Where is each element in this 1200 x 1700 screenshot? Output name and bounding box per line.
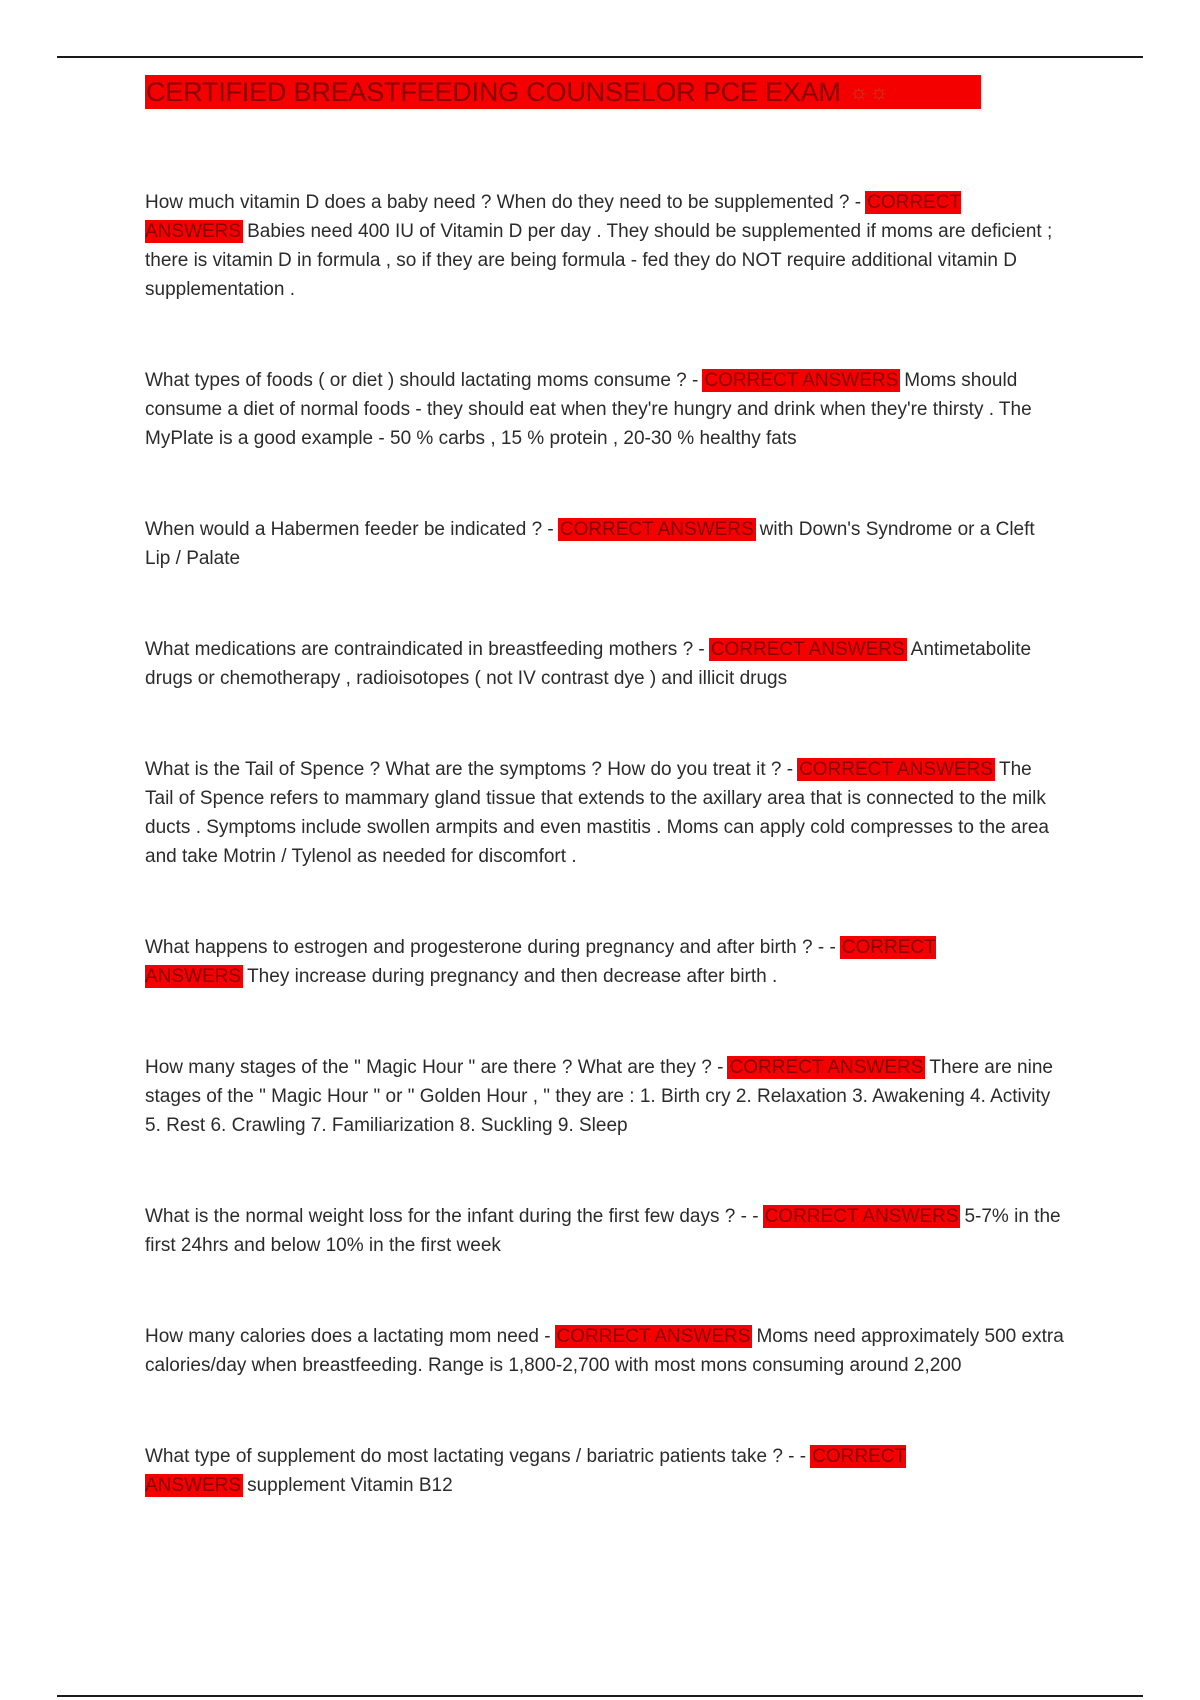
answer-text: 5-7% in the first 24hrs and below 10% in the first week	[145, 1206, 1061, 1256]
qa-item	[145, 1053, 1065, 1140]
answer-text: supplement Vitamin B12	[247, 1475, 453, 1496]
qa-item	[145, 1322, 1065, 1380]
correct-answers-tag: CORRECT ANSWERS	[145, 192, 962, 242]
question-text: When would a Habermen feeder be indicated ? -	[145, 519, 554, 540]
correct-answers-tag: CORRECT ANSWERS	[145, 1446, 907, 1496]
answer-text: There are nine stages of the " Magic Hour " or " Golden Hour , " they are : 1. Birth cry 2. Relaxation 3. Awakening 4. Activity 5. Rest 6. Crawling 7. Familiarization 8. Suckling 9. Sleep	[145, 1057, 1053, 1136]
question-text: What is the Tail of Spence ? What are the symptoms ? How do you treat it ? -	[145, 759, 794, 780]
title-banner	[145, 75, 981, 109]
correct-answers-tag: CORRECT ANSWERS	[556, 1326, 751, 1347]
question-text: What happens to estrogen and progesterone during pregnancy and after birth ? - -	[145, 937, 836, 958]
answer-text: Babies need 400 IU of Vitamin D per day . They should be supplemented if moms are deficient ; there is vitamin D in formula , so if they are being formula - fed they do NOT require additional vitamin D supplementation .	[145, 221, 1053, 300]
document-title: CERTIFIED BREASTFEEDING COUNSELOR PCE EXAM	[146, 77, 841, 107]
question-text: How many calories does a lactating mom need -	[145, 1326, 551, 1347]
bottom-rule	[57, 1695, 1143, 1697]
sun-icon: ☼☼	[848, 79, 890, 104]
qa-list	[145, 188, 1065, 1500]
correct-answers-tag: CORRECT ANSWERS	[559, 519, 754, 540]
top-rule	[57, 56, 1143, 58]
question-text: What types of foods ( or diet ) should lactating moms consume ? -	[145, 370, 699, 391]
correct-answers-tag: CORRECT ANSWERS	[704, 370, 899, 391]
answer-text: They increase during pregnancy and then decrease after birth .	[247, 966, 778, 987]
answer-text: The Tail of Spence refers to mammary gland tissue that extends to the axillary area that is connected to the milk ducts . Symptoms include swollen armpits and even mastitis . Moms can apply cold compresses to the area and take Motrin / Tylenol as needed for discomfort .	[145, 759, 1049, 867]
answer-text: Antimetabolite drugs or chemotherapy , radioisotopes ( not IV contrast dye ) and illicit drugs	[145, 639, 1032, 689]
correct-answers-tag: CORRECT ANSWERS	[145, 937, 936, 987]
qa-item	[145, 933, 1065, 991]
qa-item	[145, 755, 1065, 871]
correct-answers-tag: CORRECT ANSWERS	[764, 1206, 959, 1227]
correct-answers-tag: CORRECT ANSWERS	[710, 639, 905, 660]
question-text: How much vitamin D does a baby need ? When do they need to be supplemented ? -	[145, 192, 862, 213]
qa-item	[145, 635, 1065, 693]
qa-item	[145, 1202, 1065, 1260]
question-text: How many stages of the " Magic Hour " are there ? What are they ? -	[145, 1057, 724, 1078]
answer-text: Moms need approximately 500 extra calories/day when breastfeeding. Range is 1,800-2,700 with most mons consuming around 2,200	[145, 1326, 1064, 1376]
question-text: What medications are contraindicated in breastfeeding mothers ? -	[145, 639, 705, 660]
qa-item	[145, 1442, 1065, 1500]
qa-item	[145, 366, 1065, 453]
question-text: What type of supplement do most lactating vegans / bariatric patients take ? - -	[145, 1446, 807, 1467]
qa-item	[145, 188, 1065, 304]
answer-text: with Down's Syndrome or a Cleft Lip / Palate	[145, 519, 1035, 569]
qa-item	[145, 515, 1065, 573]
correct-answers-tag: CORRECT ANSWERS	[729, 1057, 924, 1078]
answer-text: Moms should consume a diet of normal foods - they should eat when they're hungry and drink when they're thirsty . The MyPlate is a good example - 50 % carbs , 15 % protein , 20-30 % healthy fats	[145, 370, 1032, 449]
question-text: What is the normal weight loss for the infant during the first few days ? - -	[145, 1206, 759, 1227]
correct-answers-tag: CORRECT ANSWERS	[799, 759, 993, 780]
